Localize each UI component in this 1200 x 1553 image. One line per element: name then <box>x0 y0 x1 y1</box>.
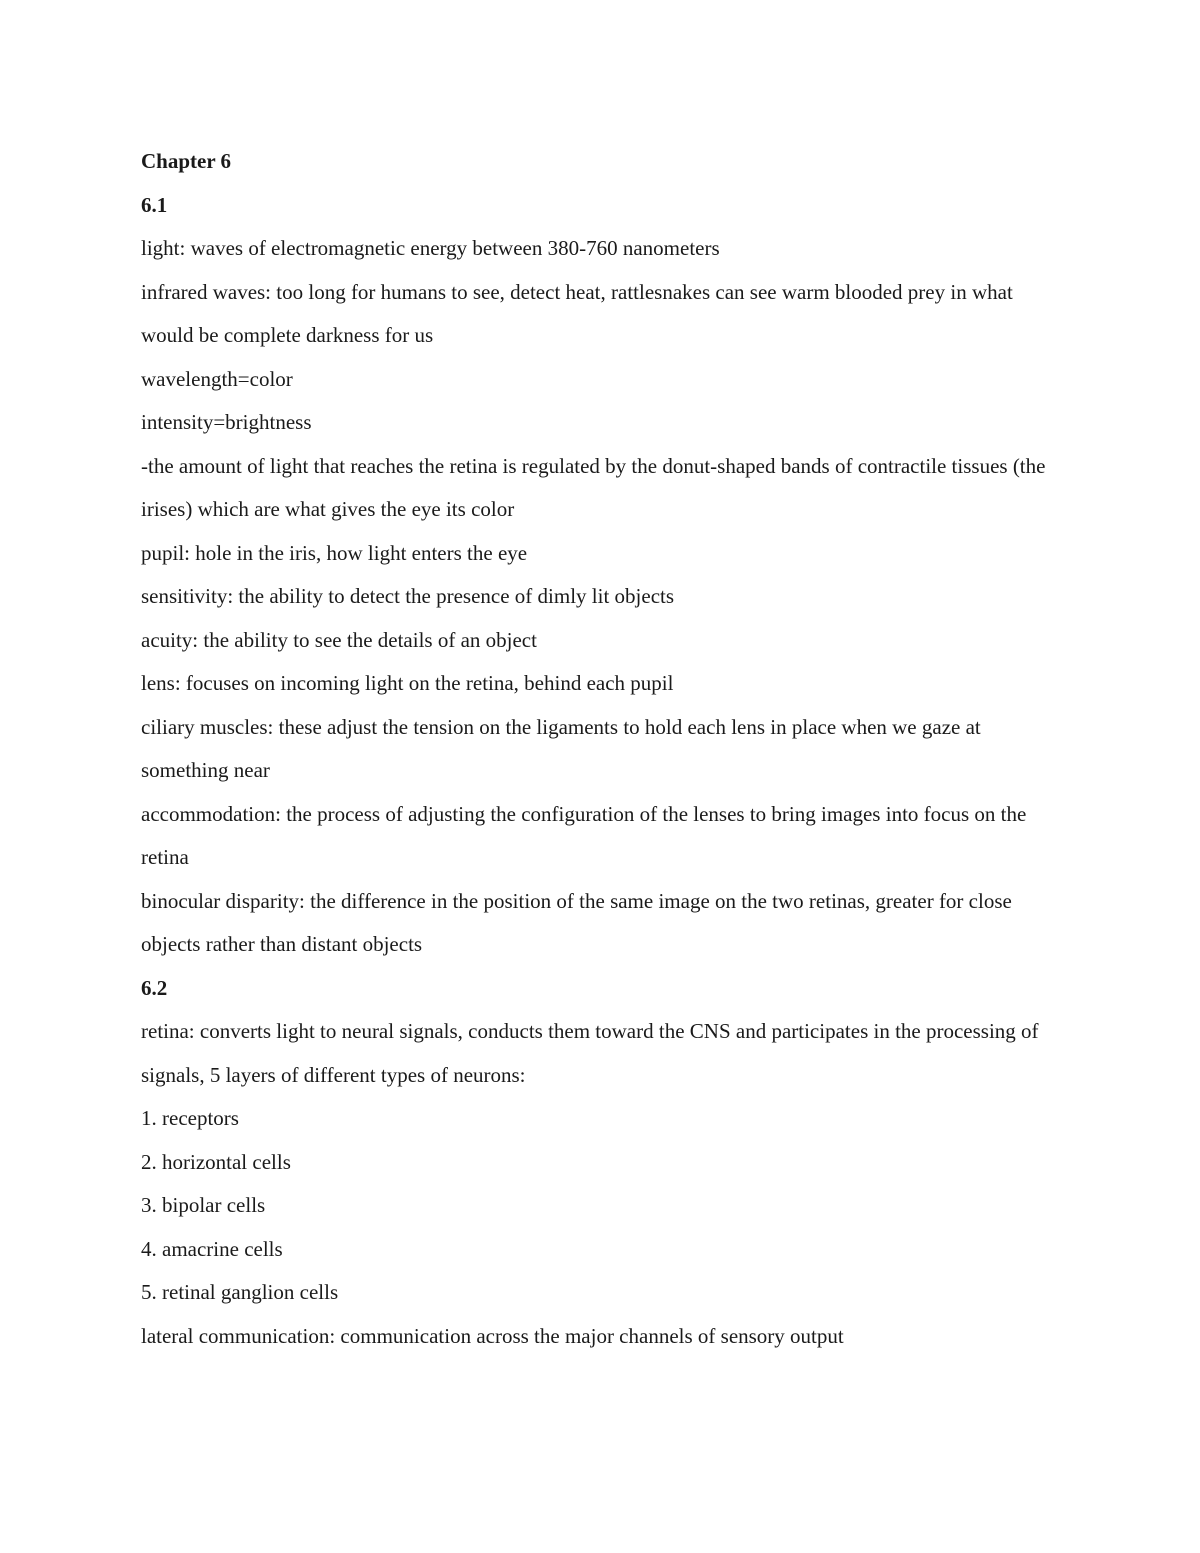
list-item: 1. receptors <box>141 1106 239 1130</box>
definition-binocular-disparity: binocular disparity: the difference in the position of the same image on the two retinas, greater for close objects rather than distant objects <box>141 888 1012 956</box>
definition-light: light: waves of electromagnetic energy between 380-760 nanometers <box>141 236 720 260</box>
definition-lens: lens: focuses on incoming light on the retina, behind each pupil <box>141 671 674 695</box>
chapter-title: Chapter 6 <box>141 149 232 173</box>
section-heading-6-2: 6.2 <box>141 975 168 1000</box>
definition-accommodation: accommodation: the process of adjusting the configuration of the lenses to bring images into focus on the retina <box>141 801 1027 869</box>
definition-retina: retina: converts light to neural signals, conducts them toward the CNS and participates in the processing of signals, 5 layers of different types of neurons: <box>141 1019 1039 1087</box>
definition-lateral-communication: lateral communication: communication across the major channels of sensory output <box>141 1323 844 1348</box>
section-heading-6-1: 6.1 <box>141 192 168 217</box>
note-wavelength: wavelength=color <box>141 366 293 391</box>
list-item: 4. amacrine cells <box>141 1236 283 1261</box>
list-item: 2. horizontal cells <box>141 1149 291 1174</box>
list-item: 5. retinal ganglion cells <box>141 1280 339 1304</box>
definition-ciliary-muscles: ciliary muscles: these adjust the tension on the ligaments to hold each lens in place when we gaze at something near <box>141 714 981 782</box>
note-intensity: intensity=brightness <box>141 410 312 434</box>
definition-infrared-waves: infrared waves: too long for humans to see, detect heat, rattlesnakes can see warm blooded prey in what would be complete darkness for us <box>141 279 1013 347</box>
definition-acuity: acuity: the ability to see the details of an object <box>141 627 537 652</box>
definition-sensitivity: sensitivity: the ability to detect the presence of dimly lit objects <box>141 584 675 608</box>
list-item: 3. bipolar cells <box>141 1193 266 1217</box>
document-body <box>141 140 1061 1358</box>
definition-pupil: pupil: hole in the iris, how light enters the eye <box>141 540 528 565</box>
note-iris: -the amount of light that reaches the retina is regulated by the donut-shaped bands of contractile tissues (the irises) which are what gives the eye its color <box>141 453 1046 521</box>
